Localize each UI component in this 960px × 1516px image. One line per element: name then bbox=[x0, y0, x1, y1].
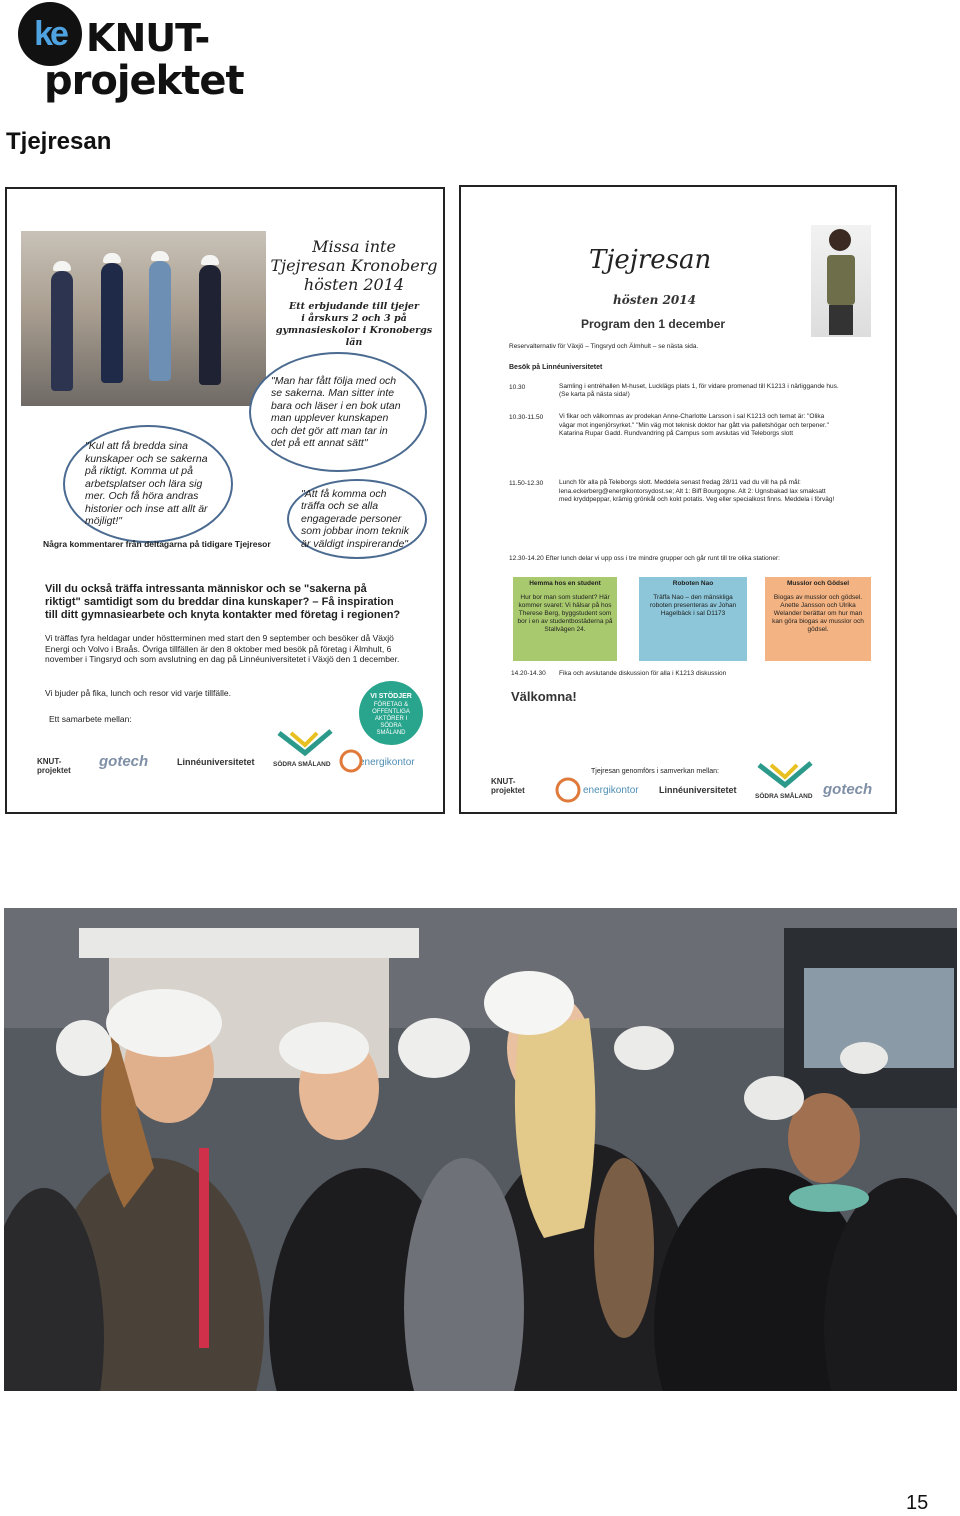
schedule-text-2: Vi fikar och välkomnas av prodekan Anne-Charlotte Larsson i sal K1213 och temat är: "Olika vägar mot ingenjörsyrket." "Min väg mot teknisk doktor har gått via palletshögar och terpener." Katarina Rupar Gadd. Rundvandring på Campus som avslutas vid Teleborgs slott bbox=[559, 413, 829, 437]
support-badge bbox=[359, 681, 423, 745]
girl-photo bbox=[811, 225, 871, 337]
poster1-offer-3: gymnasieskolor i Kronobergs län bbox=[275, 325, 433, 348]
poster1-details: Vi träffas fyra heldagar under höstterminen med start den 9 september och besöker då Växjö Energi och Volvo i Braås. Övriga tillfällen är den 8 oktober med besök på företag i Älmhult, 6 november i Tingsryd och som avslutning en dag på Linnéuniversitetet i Växjö den 1 december. bbox=[45, 633, 400, 664]
logo-energikontor: energikontor bbox=[359, 757, 415, 768]
badge-text: FÖRETAG & OFFENTLIGA AKTÖRER I SÖDRA SMÅLAND bbox=[372, 702, 410, 736]
logo2-gotech: gotech bbox=[823, 781, 873, 798]
stations-intro: 12.30-14.20 Efter lunch delar vi upp oss i tre mindre grupper och går runt till tre olika stationer: bbox=[509, 555, 780, 562]
logo-knut: KNUT-projektet bbox=[37, 757, 71, 775]
logo-mark: ke bbox=[18, 2, 82, 66]
station-student-title: Hemma hos en student bbox=[529, 580, 601, 587]
poster1-question: Vill du också träffa intressanta människor och se "sakerna på riktigt" samtidigt som du breddar dina kunskaper? – Få inspiration till ditt gymnasiearbete och knyta kontakter med företag i regionen? bbox=[45, 583, 401, 621]
logo-line2: projektet bbox=[44, 58, 244, 104]
quote-bubble-3: "Att få komma och träffa och se alla engagerade personer som jobbar inom teknik är väldigt inspirerande" bbox=[287, 479, 427, 559]
station-student bbox=[513, 577, 617, 661]
station-student-text: Hur bor man som student? Här kommer svaret: Vi hälsar på hos Therese Berg, byggstudent som bor i en av studentbostäderna på Stallvägen 24. bbox=[517, 594, 613, 633]
badge-title: VI STÖDJER bbox=[370, 693, 412, 700]
logo2-sodra-smaland: SÖDRA SMÅLAND bbox=[755, 793, 813, 800]
poster1-offer-1: Ett erbjudande till tjejer bbox=[289, 301, 419, 312]
station-biogas-title: Musslor och Gödsel bbox=[786, 580, 850, 587]
schedule-time-2: 10.30-11.50 bbox=[509, 414, 544, 421]
poster-kronoberg bbox=[5, 187, 445, 814]
quote-bubble-2: "Kul att få bredda sina kunskaper och se sakerna på riktigt. Komma ut på arbetsplatser och lära sig mer. Och få höra andras historier och inse att allt är möjligt!" bbox=[63, 425, 233, 543]
station-robot-title: Roboten Nao bbox=[672, 580, 714, 587]
route-note: Reservalternativ för Växjö – Tingsryd och Älmhult – se nästa sida. bbox=[509, 343, 699, 350]
schedule-time-1: 10.30 bbox=[509, 384, 526, 391]
photo-illustration bbox=[4, 908, 957, 1391]
knut-projektet-logo bbox=[16, 2, 244, 106]
schedule-text-3: Lunch för alla på Teleborgs slott. Meddela senast fredag 28/11 vad du vill ha på mål: lena.eckerberg@energikontorsydost.se; Alt 1: Biff Bourgogne. Alt 2: Ugnsbakad lax smaksatt med kryddpeppar, krämig grönkål och kokt potatis. Veg eller specialkost finns. Meddela i förväg! bbox=[559, 479, 835, 503]
logo-linneuniversitetet: Linnéuniversitetet bbox=[177, 757, 255, 767]
schedule-text-1: Samling i entréhallen M-huset, Lucklägs plats 1, för vidare promenad till K1213 i närliggande hus. (Se karta på nästa sida!) bbox=[559, 383, 839, 398]
energikontor-icon bbox=[339, 749, 363, 773]
poster1-title-1: Missa inte bbox=[312, 237, 396, 256]
logo-line1: KNUT- bbox=[86, 16, 210, 60]
schedule-time-3: 11.50-12.30 bbox=[509, 480, 544, 487]
final-time: 14.20-14.30 bbox=[511, 670, 546, 677]
station-biogas-text: Biogas av musslor och gödsel. Anette Jansson och Ulrika Welander berättar om hur man kan göra biogas av musslor och gödsel. bbox=[772, 594, 864, 633]
station-robot-text: Träffa Nao – den mänskliga roboten presenteras av Johan Hagelbäck i sal D1173 bbox=[649, 594, 737, 617]
visit-heading: Besök på Linnéuniversitetet bbox=[509, 364, 603, 371]
group-photo-hard-hats bbox=[4, 908, 957, 1391]
energikontor-icon-2 bbox=[555, 777, 581, 803]
poster2-title: Tjejresan bbox=[589, 245, 712, 275]
logo2-energikontor: energikontor bbox=[583, 785, 639, 796]
station-biogas bbox=[765, 577, 871, 661]
group-photo bbox=[21, 231, 266, 406]
poster1-offer-2: i årskurs 2 och 3 på bbox=[301, 313, 407, 324]
poster1-title-3: hösten 2014 bbox=[303, 275, 405, 294]
quote-bubble-1: "Man har fått följa med och se sakerna. Man sitter inte bara och läser i en bok utan man upplever kunskapen och det gör att man tar in det på ett annat sätt" bbox=[249, 352, 427, 472]
logo2-knut: KNUT-projektet bbox=[491, 777, 525, 795]
logo-gotech: gotech bbox=[99, 753, 149, 770]
poster-program bbox=[459, 185, 897, 814]
poster2-cooperation: Tjejresan genomförs i samverkan mellan: bbox=[591, 768, 719, 775]
logo-sodra-smaland: SÖDRA SMÅLAND bbox=[273, 761, 331, 768]
poster1-title-2: Tjejresan Kronoberg bbox=[270, 256, 438, 275]
poster2-subtitle: hösten 2014 bbox=[613, 293, 696, 307]
sodra-smaland-emblem-2 bbox=[757, 759, 813, 789]
page-number: 15 bbox=[906, 1492, 929, 1514]
welcome-text: Välkomna! bbox=[511, 689, 577, 704]
poster1-cooperation: Ett samarbete mellan: bbox=[49, 714, 132, 724]
page-heading: Tjejresan bbox=[6, 128, 112, 155]
comments-caption: Några kommentarer från deltagarna på tidigare Tjejresor bbox=[43, 539, 271, 549]
poster2-program: Program den 1 december bbox=[581, 317, 726, 331]
poster1-fika: Vi bjuder på fika, lunch och resor vid varje tillfälle. bbox=[45, 688, 231, 698]
sodra-smaland-emblem bbox=[277, 727, 333, 757]
logo2-linneuniversitetet: Linnéuniversitetet bbox=[659, 785, 737, 795]
final-text: Fika och avslutande diskussion för alla i K1213 diskussion bbox=[559, 670, 727, 677]
station-robot bbox=[639, 577, 747, 661]
